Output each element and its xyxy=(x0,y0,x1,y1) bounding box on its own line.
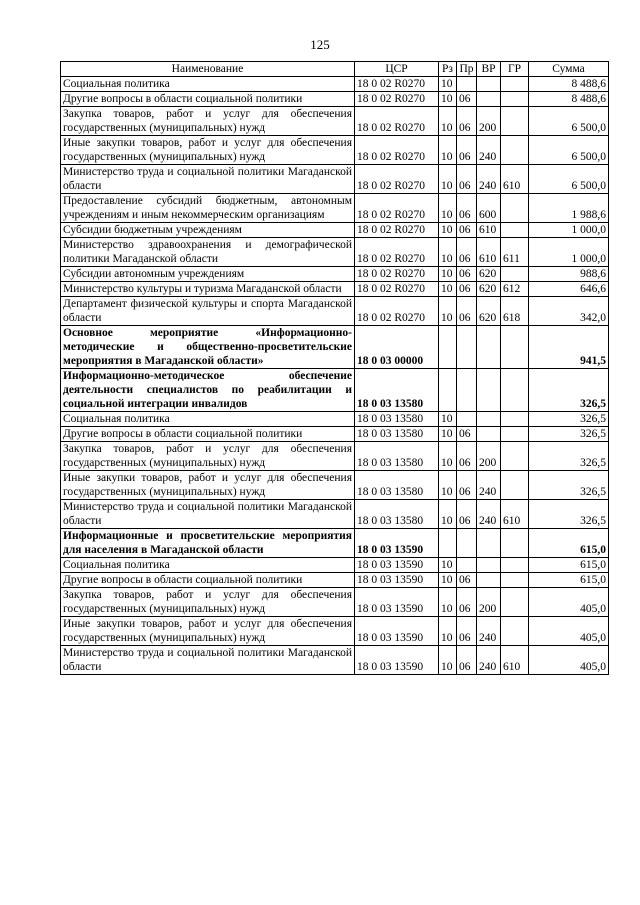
cell-vr xyxy=(477,77,501,92)
header-rz: Рз xyxy=(439,62,457,77)
cell-rz: 10 xyxy=(439,238,457,267)
table-row xyxy=(61,194,609,223)
cell-csr: 18 0 03 13590 xyxy=(355,529,439,558)
table-row xyxy=(61,267,609,282)
cell-pr: 06 xyxy=(457,588,477,617)
cell-sum: 6 500,0 xyxy=(529,136,609,165)
cell-csr: 18 0 03 13590 xyxy=(355,573,439,588)
cell-name: Закупка товаров, работ и услуг для обеспечения государственных (муниципальных) нужд xyxy=(61,107,355,136)
cell-name: Министерство труда и социальной политики Магаданской области xyxy=(61,500,355,529)
cell-pr xyxy=(457,558,477,573)
cell-pr: 06 xyxy=(457,442,477,471)
cell-sum: 8 488,6 xyxy=(529,77,609,92)
cell-vr xyxy=(477,92,501,107)
cell-pr: 06 xyxy=(457,297,477,326)
table-row xyxy=(61,282,609,297)
header-row xyxy=(61,62,609,77)
cell-name: Другие вопросы в области социальной политики xyxy=(61,427,355,442)
page-number: 125 xyxy=(310,37,330,52)
header-pr: Пр xyxy=(457,62,477,77)
cell-pr: 06 xyxy=(457,92,477,107)
cell-pr xyxy=(457,369,477,412)
cell-sum: 405,0 xyxy=(529,646,609,675)
table-row xyxy=(61,165,609,194)
table-row xyxy=(61,617,609,646)
cell-csr: 18 0 02 R0270 xyxy=(355,107,439,136)
cell-csr: 18 0 02 R0270 xyxy=(355,267,439,282)
table-row xyxy=(61,107,609,136)
cell-gr xyxy=(501,558,529,573)
cell-name: Социальная политика xyxy=(61,77,355,92)
cell-vr: 620 xyxy=(477,267,501,282)
cell-vr xyxy=(477,369,501,412)
cell-name: Иные закупки товаров, работ и услуг для обеспечения государственных (муниципальных) нужд xyxy=(61,136,355,165)
cell-gr xyxy=(501,617,529,646)
cell-gr xyxy=(501,442,529,471)
cell-sum: 6 500,0 xyxy=(529,107,609,136)
cell-vr: 200 xyxy=(477,588,501,617)
cell-name: Субсидии бюджетным учреждениям xyxy=(61,223,355,238)
cell-name: Закупка товаров, работ и услуг для обеспечения государственных (муниципальных) нужд xyxy=(61,588,355,617)
cell-gr xyxy=(501,529,529,558)
cell-pr: 06 xyxy=(457,282,477,297)
cell-vr: 240 xyxy=(477,500,501,529)
cell-pr: 06 xyxy=(457,617,477,646)
cell-pr: 06 xyxy=(457,267,477,282)
cell-sum: 405,0 xyxy=(529,617,609,646)
table-row xyxy=(61,500,609,529)
cell-csr: 18 0 02 R0270 xyxy=(355,282,439,297)
table-row xyxy=(61,77,609,92)
cell-vr: 620 xyxy=(477,282,501,297)
table-row xyxy=(61,573,609,588)
table-row xyxy=(61,427,609,442)
table-row xyxy=(61,558,609,573)
table-row xyxy=(61,136,609,165)
cell-sum: 6 500,0 xyxy=(529,165,609,194)
cell-pr: 06 xyxy=(457,107,477,136)
cell-csr: 18 0 03 13580 xyxy=(355,500,439,529)
cell-sum: 326,5 xyxy=(529,500,609,529)
cell-rz: 10 xyxy=(439,558,457,573)
cell-vr xyxy=(477,573,501,588)
table-row xyxy=(61,588,609,617)
cell-csr: 18 0 02 R0270 xyxy=(355,194,439,223)
cell-csr: 18 0 02 R0270 xyxy=(355,165,439,194)
cell-sum: 646,6 xyxy=(529,282,609,297)
cell-gr xyxy=(501,92,529,107)
cell-name: Закупка товаров, работ и услуг для обеспечения государственных (муниципальных) нужд xyxy=(61,442,355,471)
cell-gr: 618 xyxy=(501,297,529,326)
cell-name: Иные закупки товаров, работ и услуг для обеспечения государственных (муниципальных) нужд xyxy=(61,617,355,646)
cell-name: Министерство труда и социальной политики Магаданской области xyxy=(61,646,355,675)
cell-gr: 610 xyxy=(501,165,529,194)
cell-csr: 18 0 02 R0270 xyxy=(355,297,439,326)
budget-table xyxy=(60,61,609,675)
cell-name: Основное мероприятие «Информационно-методические и общественно-просветительские мероприятия в Магаданской области» xyxy=(61,326,355,369)
cell-name: Иные закупки товаров, работ и услуг для обеспечения государственных (муниципальных) нужд xyxy=(61,471,355,500)
cell-rz: 10 xyxy=(439,412,457,427)
cell-vr: 240 xyxy=(477,136,501,165)
cell-gr xyxy=(501,471,529,500)
cell-sum: 615,0 xyxy=(529,573,609,588)
cell-gr xyxy=(501,588,529,617)
header-vr: ВР xyxy=(477,62,501,77)
cell-csr: 18 0 03 13590 xyxy=(355,617,439,646)
table-row xyxy=(61,529,609,558)
cell-gr xyxy=(501,77,529,92)
table-row xyxy=(61,297,609,326)
cell-name: Министерство культуры и туризма Магаданской области xyxy=(61,282,355,297)
cell-pr xyxy=(457,529,477,558)
cell-gr xyxy=(501,107,529,136)
cell-gr xyxy=(501,223,529,238)
header-name: Наименование xyxy=(61,62,355,77)
cell-name: Министерство труда и социальной политики Магаданской области xyxy=(61,165,355,194)
cell-gr: 610 xyxy=(501,646,529,675)
cell-sum: 1 000,0 xyxy=(529,238,609,267)
cell-sum: 1 988,6 xyxy=(529,194,609,223)
cell-name: Другие вопросы в области социальной политики xyxy=(61,92,355,107)
cell-rz: 10 xyxy=(439,471,457,500)
cell-vr xyxy=(477,427,501,442)
table-body xyxy=(61,77,609,675)
cell-rz xyxy=(439,326,457,369)
cell-vr xyxy=(477,529,501,558)
cell-name: Министерство здравоохранения и демографической политики Магаданской области xyxy=(61,238,355,267)
cell-gr xyxy=(501,267,529,282)
cell-name: Социальная политика xyxy=(61,558,355,573)
cell-vr: 240 xyxy=(477,617,501,646)
cell-vr xyxy=(477,326,501,369)
header-gr: ГР xyxy=(501,62,529,77)
cell-name: Социальная политика xyxy=(61,412,355,427)
cell-name: Другие вопросы в области социальной политики xyxy=(61,573,355,588)
cell-rz: 10 xyxy=(439,442,457,471)
cell-vr: 600 xyxy=(477,194,501,223)
cell-name: Департамент физической культуры и спорта Магаданской области xyxy=(61,297,355,326)
cell-sum: 8 488,6 xyxy=(529,92,609,107)
cell-pr: 06 xyxy=(457,646,477,675)
cell-rz: 10 xyxy=(439,617,457,646)
cell-vr: 240 xyxy=(477,471,501,500)
cell-vr: 200 xyxy=(477,107,501,136)
cell-pr: 06 xyxy=(457,136,477,165)
cell-pr: 06 xyxy=(457,427,477,442)
cell-csr: 18 0 03 13580 xyxy=(355,442,439,471)
table-row xyxy=(61,92,609,107)
cell-name: Предоставление субсидий бюджетным, автономным учреждениям и иным некоммерческим организациям xyxy=(61,194,355,223)
cell-csr: 18 0 03 13580 xyxy=(355,427,439,442)
cell-rz xyxy=(439,369,457,412)
cell-rz: 10 xyxy=(439,77,457,92)
table-row xyxy=(61,471,609,500)
cell-csr: 18 0 03 13590 xyxy=(355,588,439,617)
table-row xyxy=(61,442,609,471)
cell-vr: 620 xyxy=(477,297,501,326)
cell-sum: 405,0 xyxy=(529,588,609,617)
table-header xyxy=(61,62,609,77)
cell-sum: 326,5 xyxy=(529,471,609,500)
table-row xyxy=(61,369,609,412)
cell-vr: 610 xyxy=(477,238,501,267)
cell-sum: 326,5 xyxy=(529,427,609,442)
cell-pr xyxy=(457,77,477,92)
cell-rz: 10 xyxy=(439,282,457,297)
cell-sum: 941,5 xyxy=(529,326,609,369)
table-row xyxy=(61,646,609,675)
cell-pr: 06 xyxy=(457,573,477,588)
cell-pr: 06 xyxy=(457,500,477,529)
cell-rz: 10 xyxy=(439,223,457,238)
cell-gr: 612 xyxy=(501,282,529,297)
cell-vr: 200 xyxy=(477,442,501,471)
cell-sum: 615,0 xyxy=(529,529,609,558)
cell-rz: 10 xyxy=(439,588,457,617)
cell-gr: 610 xyxy=(501,500,529,529)
cell-sum: 615,0 xyxy=(529,558,609,573)
cell-csr: 18 0 02 R0270 xyxy=(355,92,439,107)
cell-gr xyxy=(501,369,529,412)
table-row xyxy=(61,412,609,427)
cell-rz: 10 xyxy=(439,500,457,529)
cell-sum: 326,5 xyxy=(529,369,609,412)
cell-csr: 18 0 03 13580 xyxy=(355,369,439,412)
cell-gr xyxy=(501,573,529,588)
cell-sum: 326,5 xyxy=(529,442,609,471)
cell-gr xyxy=(501,427,529,442)
cell-csr: 18 0 03 13590 xyxy=(355,558,439,573)
cell-gr xyxy=(501,194,529,223)
cell-vr xyxy=(477,558,501,573)
cell-csr: 18 0 02 R0270 xyxy=(355,136,439,165)
table-row xyxy=(61,223,609,238)
cell-csr: 18 0 02 R0270 xyxy=(355,77,439,92)
cell-rz: 10 xyxy=(439,267,457,282)
cell-sum: 326,5 xyxy=(529,412,609,427)
cell-rz: 10 xyxy=(439,107,457,136)
table-row xyxy=(61,238,609,267)
cell-vr: 240 xyxy=(477,646,501,675)
cell-name: Информационно-методическое обеспечение деятельности специалистов по реабилитации и социальной интеграции инвалидов xyxy=(61,369,355,412)
cell-gr xyxy=(501,326,529,369)
cell-pr: 06 xyxy=(457,471,477,500)
cell-sum: 1 000,0 xyxy=(529,223,609,238)
cell-csr: 18 0 03 00000 xyxy=(355,326,439,369)
cell-pr: 06 xyxy=(457,194,477,223)
cell-gr: 611 xyxy=(501,238,529,267)
table-row xyxy=(61,326,609,369)
cell-rz: 10 xyxy=(439,646,457,675)
cell-pr: 06 xyxy=(457,238,477,267)
cell-pr xyxy=(457,412,477,427)
header-csr: ЦСР xyxy=(355,62,439,77)
cell-rz: 10 xyxy=(439,427,457,442)
cell-rz: 10 xyxy=(439,194,457,223)
header-sum: Сумма xyxy=(529,62,609,77)
cell-name: Информационные и просветительские мероприятия для населения в Магаданской области xyxy=(61,529,355,558)
cell-rz: 10 xyxy=(439,136,457,165)
cell-gr xyxy=(501,412,529,427)
cell-rz: 10 xyxy=(439,573,457,588)
cell-name: Субсидии автономным учреждениям xyxy=(61,267,355,282)
cell-csr: 18 0 03 13580 xyxy=(355,412,439,427)
cell-rz: 10 xyxy=(439,165,457,194)
cell-sum: 342,0 xyxy=(529,297,609,326)
cell-pr: 06 xyxy=(457,165,477,194)
cell-rz: 10 xyxy=(439,92,457,107)
cell-csr: 18 0 03 13590 xyxy=(355,646,439,675)
cell-csr: 18 0 03 13580 xyxy=(355,471,439,500)
cell-csr: 18 0 02 R0270 xyxy=(355,223,439,238)
cell-rz xyxy=(439,529,457,558)
cell-gr xyxy=(501,136,529,165)
cell-rz: 10 xyxy=(439,297,457,326)
cell-vr: 240 xyxy=(477,165,501,194)
cell-pr xyxy=(457,326,477,369)
cell-pr: 06 xyxy=(457,223,477,238)
cell-vr xyxy=(477,412,501,427)
cell-vr: 610 xyxy=(477,223,501,238)
cell-sum: 988,6 xyxy=(529,267,609,282)
cell-csr: 18 0 02 R0270 xyxy=(355,238,439,267)
